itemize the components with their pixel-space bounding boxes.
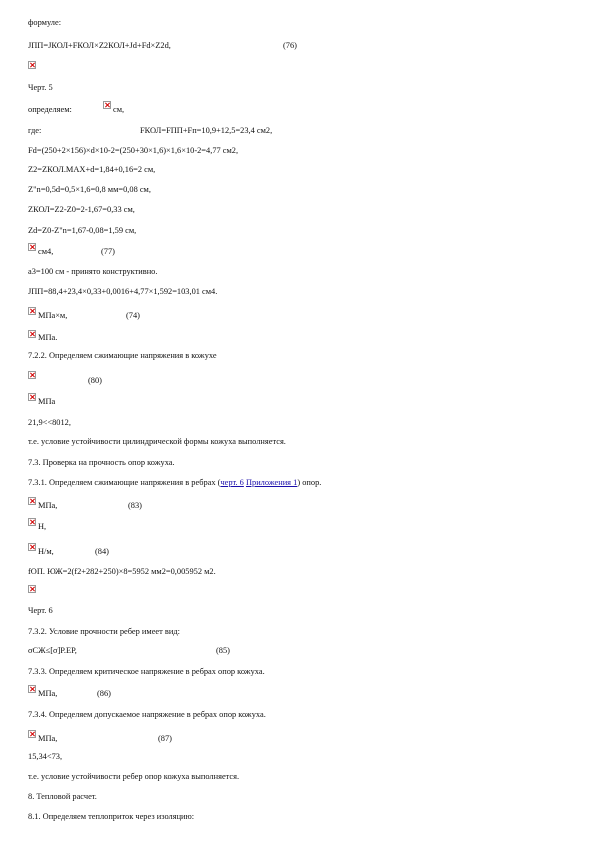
broken-image-icon bbox=[28, 543, 36, 551]
equation-number: (74) bbox=[126, 311, 140, 320]
unit-text: МПа, bbox=[38, 501, 58, 510]
unit-text: МПа×м, bbox=[38, 311, 68, 320]
broken-image-icon bbox=[28, 243, 36, 251]
formula-line: 15,34<73, bbox=[28, 752, 63, 761]
equation-number: (86) bbox=[97, 689, 111, 698]
formula-text: FКОЛ=FПП+Fп=10,9+12,5=23,4 см2, bbox=[140, 126, 273, 135]
broken-image-icon bbox=[28, 371, 36, 379]
section-heading: 8.1. Определяем теплоприток через изоляцию: bbox=[28, 812, 195, 821]
broken-image-icon bbox=[28, 518, 36, 526]
formula-line: JПП=JКОЛ+FКОЛ×Z2КОЛ+Jd+Fd×Z2d, bbox=[28, 41, 171, 50]
equation-number: (84) bbox=[95, 547, 109, 556]
formula-line: ZКОЛ=Z2-Z0=2-1,67=0,33 см, bbox=[28, 205, 135, 214]
equation-number: (80) bbox=[88, 376, 102, 385]
broken-image-icon bbox=[28, 393, 36, 401]
broken-image-icon bbox=[28, 497, 36, 505]
figure-caption: Черт. 6 bbox=[28, 606, 53, 615]
formula-line: Zd=Z0-Z"n=1,67-0,08=1,59 см, bbox=[28, 226, 137, 235]
equation-number: (83) bbox=[128, 501, 142, 510]
equation-number: (85) bbox=[216, 646, 230, 655]
text-line: определяем: bbox=[28, 105, 72, 114]
formula-line: 21,9<<8012, bbox=[28, 418, 71, 427]
broken-image-icon bbox=[28, 730, 36, 738]
figure-link[interactable]: черт. 6 bbox=[220, 478, 244, 487]
formula-line: σСЖ≤[σ]Р.ЕР, bbox=[28, 646, 77, 655]
section-heading: 7.3.3. Определяем критическое напряжение в ребрах опор кожуха. bbox=[28, 667, 265, 676]
broken-image-icon bbox=[28, 307, 36, 315]
broken-image-icon bbox=[28, 61, 36, 69]
equation-number: (77) bbox=[101, 247, 115, 256]
heading-text: 7.3.1. Определяем сжимающие напряжения в ребрах ( bbox=[28, 478, 221, 487]
text-line: т.е. условие устойчивости ребер опор кожуха выполняется. bbox=[28, 772, 240, 781]
formula-line: Fd=(250+2×156)×d×10-2=(250+30×1,6)×1,6×10-2=4,77 см2, bbox=[28, 146, 239, 155]
text-line: a3=100 см - принято конструктивно. bbox=[28, 267, 158, 276]
unit-text: МПа, bbox=[38, 689, 58, 698]
unit-text: см, bbox=[113, 105, 125, 114]
section-heading bbox=[28, 478, 321, 488]
section-heading: 8. Тепловой расчет. bbox=[28, 792, 97, 801]
formula-line: Z"n=0,5d=0,5×1,6=0,8 мм=0,08 см, bbox=[28, 185, 151, 194]
formula-line: fОП. ЮЖ=2(f2+282+250)×8=5952 мм2=0,005952 м2. bbox=[28, 567, 216, 576]
section-heading: 7.2.2. Определяем сжимающие напряжения в кожухе bbox=[28, 351, 217, 360]
unit-text: Н/м, bbox=[38, 547, 54, 556]
formula-line: JПП=88,4+23,4×0,33+0,0016+4,77×1,592=103,01 см4. bbox=[28, 287, 218, 296]
text-line: где: bbox=[28, 126, 42, 135]
text-line: формуле: bbox=[28, 18, 62, 27]
equation-number: (87) bbox=[158, 734, 172, 743]
unit-text: МПа, bbox=[38, 734, 58, 743]
unit-text: МПа bbox=[38, 397, 56, 406]
broken-image-icon bbox=[28, 330, 36, 338]
broken-image-icon bbox=[28, 585, 36, 593]
broken-image-icon bbox=[28, 685, 36, 693]
section-heading: 7.3.4. Определяем допускаемое напряжение в ребрах опор кожуха. bbox=[28, 710, 266, 719]
broken-image-icon bbox=[103, 101, 111, 109]
unit-text: Н, bbox=[38, 522, 47, 531]
formula-line: Z2=ZКОЛ.MAX+d=1,84+0,16=2 см, bbox=[28, 165, 156, 174]
section-heading: 7.3.2. Условие прочности ребер имеет вид: bbox=[28, 627, 180, 636]
section-heading: 7.3. Проверка на прочность опор кожуха. bbox=[28, 458, 175, 467]
text-line: т.е. условие устойчивости цилиндрической формы кожуха выполняется. bbox=[28, 437, 286, 446]
heading-text: ) опор. bbox=[297, 478, 322, 487]
unit-text: МПа. bbox=[38, 333, 58, 342]
appendix-link[interactable]: Приложения 1 bbox=[245, 478, 298, 487]
figure-caption: Черт. 5 bbox=[28, 83, 53, 92]
equation-number: (76) bbox=[283, 41, 297, 50]
unit-text: см4, bbox=[38, 247, 54, 256]
